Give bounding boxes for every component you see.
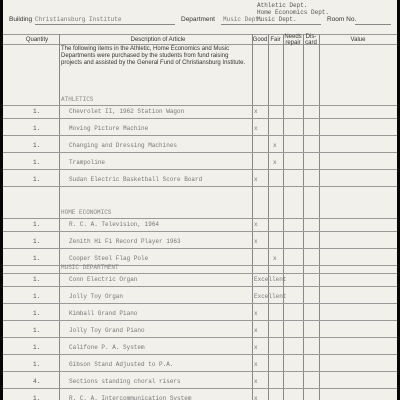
col-header-fair: Fair [270, 37, 281, 43]
department-underline [221, 24, 321, 25]
col-header-value: Value [350, 37, 366, 43]
dept-line-music: Music Dept. [257, 16, 297, 23]
row-good-mark: x [254, 221, 258, 228]
row-description: Gibson Stand Adjusted to P.A. [69, 361, 174, 368]
department-label: Department [181, 16, 215, 23]
row-rule [3, 320, 397, 321]
col-header-description: Description of Article [130, 37, 186, 43]
row-rule [3, 286, 397, 287]
row-good-mark: x [254, 238, 258, 245]
row-description: Chevrolet II, 1962 Station Wagon [69, 108, 185, 115]
row-good-mark: x [254, 344, 258, 351]
discard-line-2: card [305, 40, 317, 46]
room-underline [355, 24, 391, 25]
col-header-discard [303, 34, 319, 46]
row-rule [3, 186, 397, 187]
row-rule [3, 303, 397, 304]
row-description: Zenith Hi Fi Record Player 1963 [69, 238, 181, 245]
row-rule [3, 169, 397, 170]
row-rule [3, 354, 397, 355]
row-quantity: 1. [33, 344, 41, 351]
table-row [3, 274, 397, 286]
row-quantity: 1. [33, 159, 41, 166]
intro-text: The following items in the Athletic, Home Economics and Music Departments were purchased by the students from fund raising projects and assisted by the General Fund of Christiansburg Institute. [61, 46, 246, 66]
table-row [3, 291, 397, 303]
section-heading: ATHLETICS [61, 96, 94, 103]
row-quantity: 1. [33, 293, 41, 300]
row-quantity: 1. [33, 238, 41, 245]
row-quantity: 1. [33, 310, 41, 317]
row-good-mark: x [254, 176, 258, 183]
table-row [3, 342, 397, 354]
table-row [3, 325, 397, 337]
table-row [3, 236, 397, 248]
row-fair-mark: x [273, 142, 277, 149]
row-quantity: 1. [33, 142, 41, 149]
row-quantity: 4. [33, 378, 41, 385]
row-rule [3, 388, 397, 389]
table-row [3, 174, 397, 186]
table-row [3, 106, 397, 118]
table-top-border [3, 34, 397, 35]
row-quantity: 1. [33, 255, 41, 262]
table-row [3, 123, 397, 135]
row-good-mark: x [254, 327, 258, 334]
section-heading: HOME ECONOMICS [61, 209, 112, 216]
room-label: Room No. [327, 16, 357, 23]
row-good-mark: x [254, 378, 258, 385]
dept-line-athletic: Athletic Dept. [257, 2, 308, 9]
row-fair-mark: x [273, 159, 277, 166]
header-bottom-border [3, 44, 397, 45]
table-row [3, 308, 397, 320]
row-good-mark: Excellent [254, 276, 287, 283]
col-header-good: Good [252, 37, 268, 43]
row-quantity: 1. [33, 221, 41, 228]
table-row [3, 393, 397, 400]
row-description: Conn Electric Organ [69, 276, 138, 283]
table-row [3, 157, 397, 169]
row-rule [3, 152, 397, 153]
row-rule [3, 371, 397, 372]
row-rule [3, 118, 397, 119]
row-rule [3, 337, 397, 338]
dept-line-home-economics: Home Economics Dept. [257, 9, 330, 16]
row-quantity: 1. [33, 125, 41, 132]
row-good-mark: Excellent [254, 293, 287, 300]
row-description: Califone P. A. System [69, 344, 145, 351]
row-description: Sudan Electric Basketball Score Board [69, 176, 203, 183]
row-description: Sections standing choral risers [69, 378, 181, 385]
table-row [3, 140, 397, 152]
row-fair-mark: x [273, 255, 277, 262]
row-description: Trampoline [69, 159, 106, 166]
table-row [3, 376, 397, 388]
row-description: Jolly Toy Organ [69, 293, 124, 300]
table-row [3, 359, 397, 371]
col-header-needs-repair [283, 34, 303, 46]
row-good-mark: x [254, 310, 258, 317]
row-quantity: 1. [33, 327, 41, 334]
row-description: Changing and Dressing Machines [69, 142, 178, 149]
building-label: Building [9, 16, 33, 23]
section-heading: MUSIC DEPARTMENT [61, 264, 119, 271]
row-rule [3, 231, 397, 232]
row-description: Cooper Steel Flag Pole [69, 255, 149, 262]
row-good-mark: x [254, 361, 258, 368]
row-quantity: 1. [33, 108, 41, 115]
needs-repair-line-1: Needs [284, 34, 302, 40]
row-good-mark: x [254, 108, 258, 115]
row-quantity: 1. [33, 276, 41, 283]
row-rule [3, 248, 397, 249]
table-row [3, 219, 397, 231]
row-quantity: 1. [33, 395, 41, 400]
row-description: Moving Picture Machine [69, 125, 149, 132]
row-good-mark: x [254, 395, 258, 400]
department-list [257, 2, 329, 23]
row-quantity: 1. [33, 176, 41, 183]
row-good-mark: x [254, 125, 258, 132]
discard-line-1: Dis- [305, 34, 317, 40]
building-underline [35, 24, 175, 25]
row-description: R. C. A. Television, 1964 [69, 221, 160, 228]
building-value: Christiansburg Institute [35, 16, 122, 23]
row-description: Jolly Toy Grand Piano [69, 327, 145, 334]
department-value: Music Dept. [223, 16, 263, 23]
inventory-table [3, 34, 397, 400]
col-header-quantity: Quantity [25, 37, 49, 43]
needs-repair-line-2: repair [285, 40, 301, 46]
row-description: R. C. A. Intercommunication System [69, 395, 192, 400]
row-rule [3, 135, 397, 136]
row-description: Kimball Grand Piano [69, 310, 138, 317]
inventory-sheet [3, 0, 397, 400]
row-quantity: 1. [33, 361, 41, 368]
